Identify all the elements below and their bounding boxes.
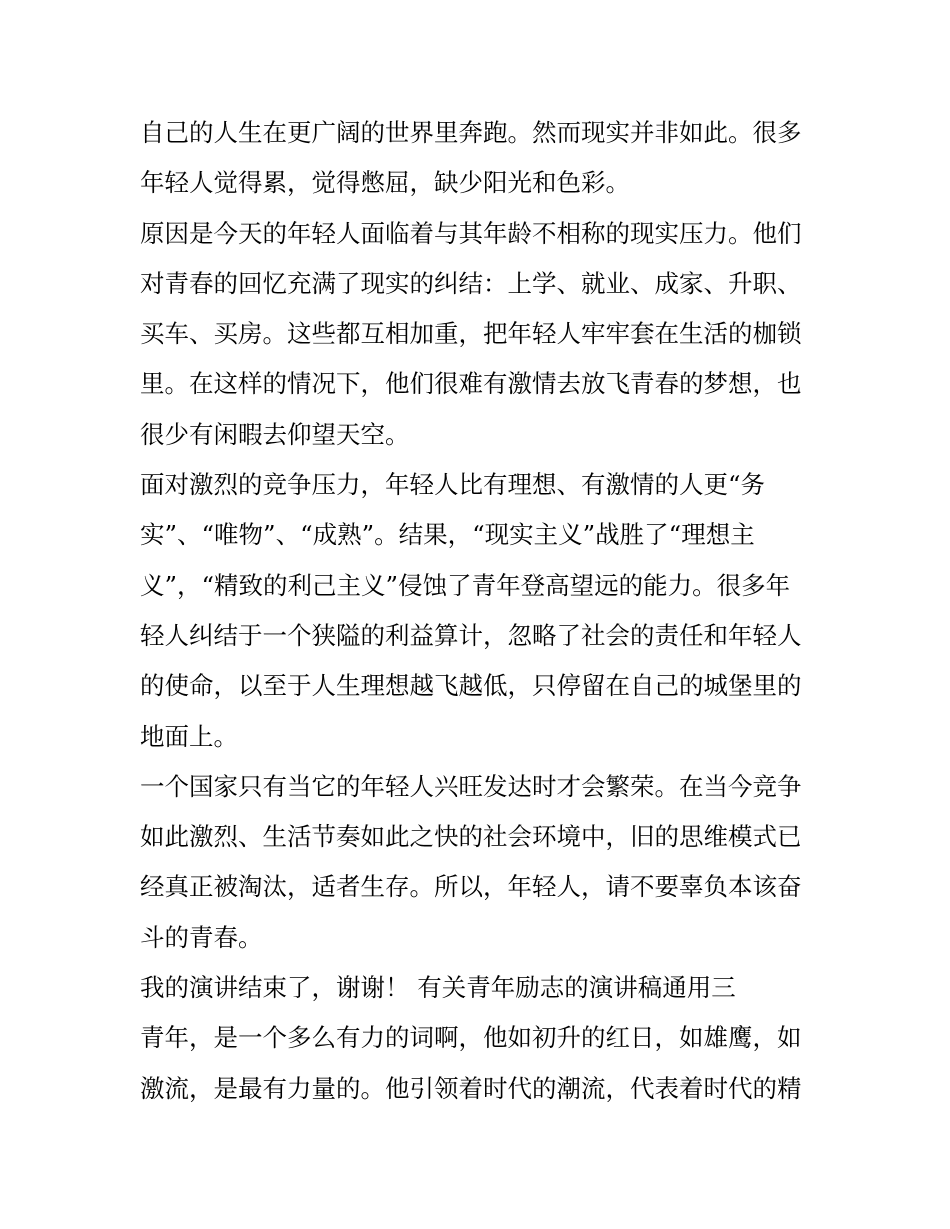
text-line: 激流，是最有力量的。他引领着时代的潮流，代表着时代的精	[140, 1073, 802, 1103]
text-line: 青年，是一个多么有力的词啊，他如初升的红日，如雄鹰，如	[140, 1023, 802, 1053]
text-line: 一个国家只有当它的年轻人兴旺发达时才会繁荣。在当今竞争	[140, 771, 802, 801]
text-line: 实”、“唯物”、“成熟”。结果，“现实主义”战胜了“理想主	[140, 520, 755, 550]
text-line: 年轻人觉得累，觉得憋屈，缺少阳光和色彩。	[140, 168, 630, 198]
text-line: 的使命，以至于人生理想越飞越低，只停留在自己的城堡里的	[140, 671, 802, 701]
text-line: 地面上。	[140, 721, 238, 751]
text-line: 对青春的回忆充满了现实的纠结：上学、就业、成家、升职、	[140, 268, 802, 298]
text-line: 自己的人生在更广阔的世界里奔跑。然而现实并非如此。很多	[140, 118, 802, 147]
text-line: 很少有闲暇去仰望天空。	[140, 419, 410, 449]
text-line: 轻人纠结于一个狭隘的利益算计，忽略了社会的责任和年轻人	[140, 620, 802, 650]
text-line: 面对激烈的竞争压力，年轻人比有理想、有激情的人更“务	[140, 470, 766, 500]
text-line: 原因是今天的年轻人面临着与其年龄不相称的现实压力。他们	[140, 218, 802, 248]
document-body	[140, 108, 820, 1114]
text-line: 斗的青春。	[140, 922, 263, 952]
text-line: 经真正被淘汰，适者生存。所以，年轻人，请不要辜负本该奋	[140, 872, 802, 902]
text-line: 如此激烈、生活节奏如此之快的社会环境中，旧的思维模式已	[140, 822, 802, 852]
text-line: 义”，“精致的利己主义”侵蚀了青年登高望远的能力。很多年	[140, 570, 791, 600]
text-line: 我的演讲结束了，谢谢！ 有关青年励志的演讲稿通用三	[140, 973, 736, 1003]
text-line: 里。在这样的情况下，他们很难有激情去放飞青春的梦想，也	[140, 369, 802, 399]
text-line: 买车、买房。这些都互相加重，把年轻人牢牢套在生活的枷锁	[140, 319, 802, 349]
